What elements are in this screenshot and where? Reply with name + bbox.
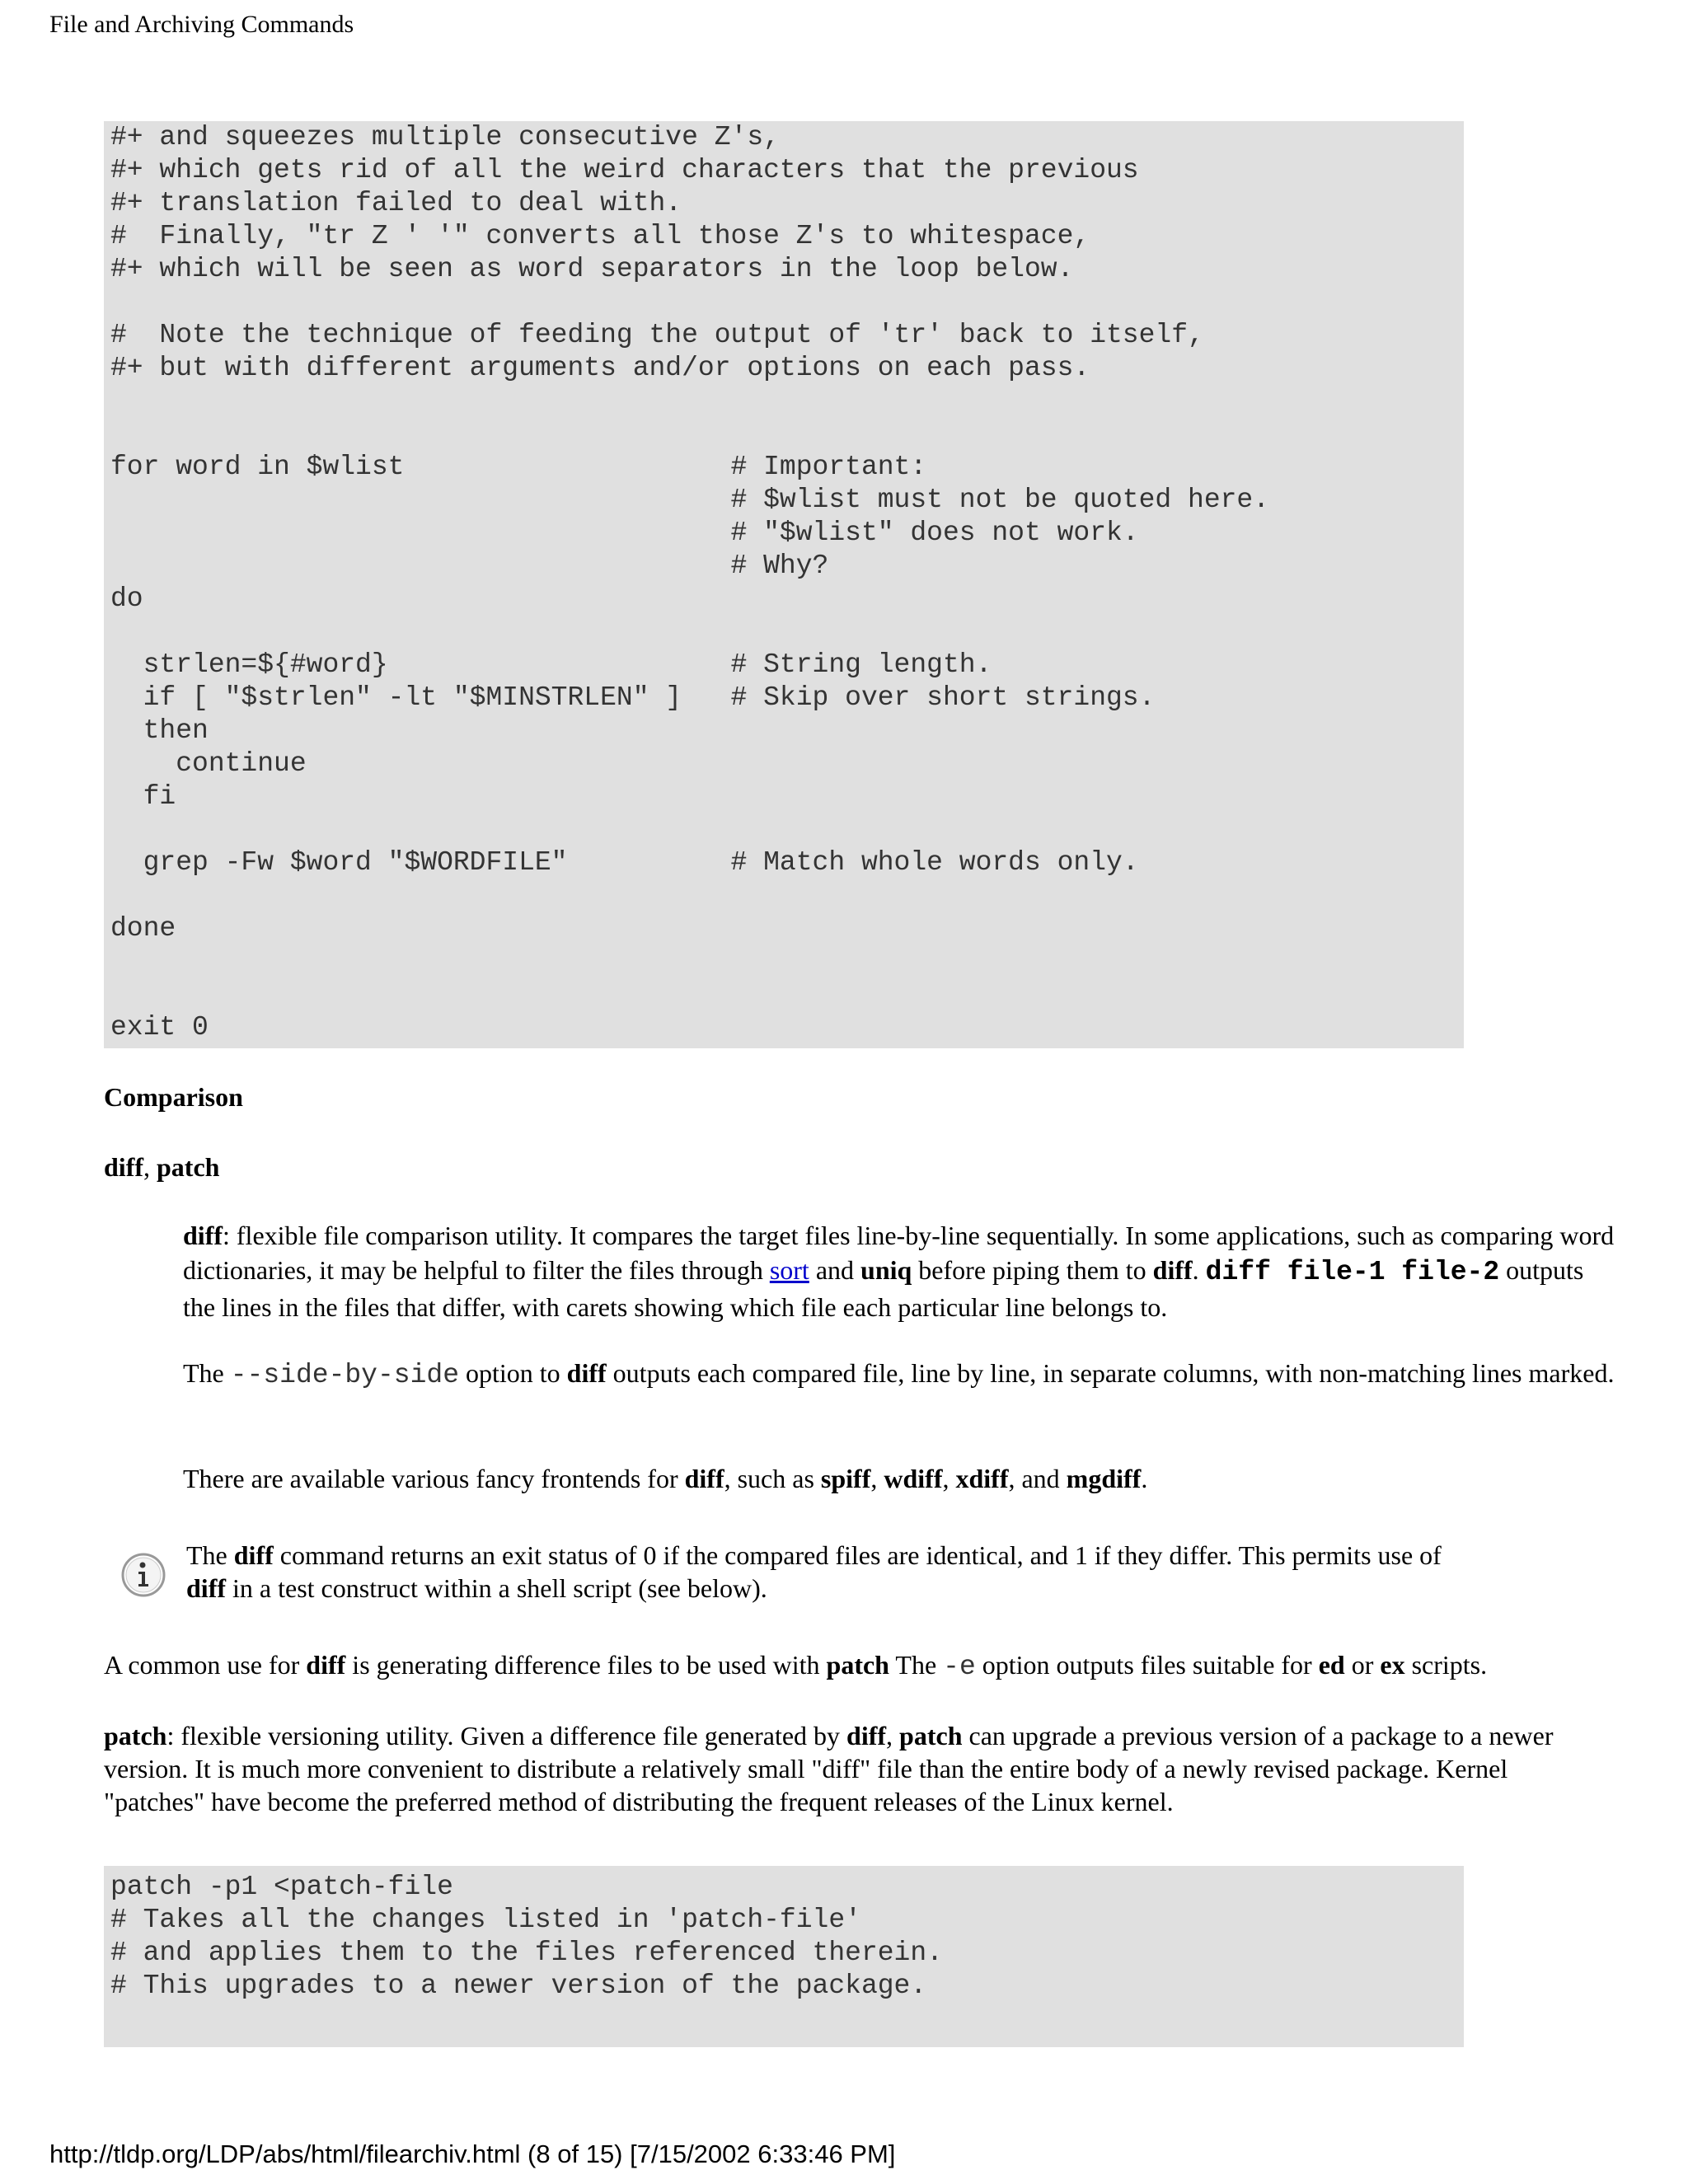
text-run: option outputs files suitable for [975, 1650, 1319, 1680]
text-run: . [1192, 1255, 1206, 1285]
term-wdiff: wdiff [884, 1464, 943, 1493]
option-e: -e [943, 1652, 976, 1682]
text-run: outputs the lines in the files that differ, with carets showing which file each particular line belongs to. [183, 1255, 1584, 1322]
page-header: File and Archiving Commands [49, 11, 354, 38]
note-exit-status [186, 1539, 1447, 1605]
text-run: in a test construct within a shell script (see below). [226, 1573, 767, 1603]
subsection-heading [104, 1151, 219, 1183]
term-mgdiff: mgdiff [1066, 1464, 1142, 1493]
text-run: or [1344, 1650, 1381, 1680]
page-footer-url: http://tldp.org/LDP/abs/html/filearchiv.html (8 of 15) [7/15/2002 6:33:46 PM] [49, 2139, 896, 2168]
text-run: , such as [724, 1464, 821, 1493]
code-block-patch-usage [104, 1866, 1464, 2047]
term-diff: diff [186, 1573, 226, 1603]
term-diff: diff [846, 1721, 887, 1750]
paragraph-patch-description [104, 1719, 1587, 1818]
info-icon [120, 1552, 166, 1598]
subheading-diff: diff [104, 1152, 143, 1182]
text-run: The [183, 1358, 231, 1388]
text-run: before piping them to [912, 1255, 1153, 1285]
paragraph-common-use [104, 1648, 1620, 1684]
link-sort[interactable]: sort [769, 1255, 809, 1285]
term-diff: diff [183, 1221, 223, 1250]
term-spiff: spiff [820, 1464, 871, 1493]
paragraph-frontends [183, 1462, 1617, 1495]
code-listing: #+ and squeezes multiple consecutive Z's, #+ which gets rid of all the weird characters that the previous #+ translation failed to deal with. # Finally, "tr Z ' '" converts all those Z's to whitespace, #+ which will be seen as word separators in the loop below. # Note the technique of feeding the output of 'tr' back to itself, #+ but with different arguments and/or options on each pass. for word in $wlist # Important: # $wlist must not be quoted here. # "$wlist" does not work. # Why? do strlen=${#word} # String length. if [ "$strlen" -lt "$MINSTRLEN" ] # Skip over short strings. then continue fi grep -Fw $word "$WORDFILE" # Match whole words only. done exit 0 [110, 122, 1270, 1043]
term-patch: patch [826, 1650, 889, 1680]
term-xdiff: xdiff [955, 1464, 1009, 1493]
term-diff: diff [566, 1358, 607, 1388]
section-heading: Comparison [104, 1082, 243, 1112]
text-run: outputs each compared file, line by line, in separate columns, with non-matching lines marked. [606, 1358, 1615, 1388]
term-diff: diff [233, 1540, 274, 1570]
text-run: and [809, 1255, 861, 1285]
term-uniq: uniq [860, 1255, 912, 1285]
term-patch: patch [899, 1721, 963, 1750]
text-run: scripts. [1404, 1650, 1488, 1680]
term-ex: ex [1380, 1650, 1405, 1680]
text-run: option to [459, 1358, 567, 1388]
paragraph-diff-description [183, 1218, 1617, 1324]
code-block-wordlist-loop [104, 121, 1464, 1048]
term-diff: diff [684, 1464, 724, 1493]
subheading-separator: , [143, 1152, 157, 1182]
text-run: , [870, 1464, 884, 1493]
text-run: : flexible file comparison utility. It compares the target files line-by-line sequentially. In some applications, such as comparing word dictionaries, it may be helpful to filter the files through [183, 1221, 1615, 1285]
text-run: There are available various fancy frontends for [183, 1464, 685, 1493]
paragraph-side-by-side [183, 1357, 1617, 1392]
text-run: The [889, 1650, 944, 1680]
text-run: A common use for [104, 1650, 307, 1680]
text-run: The [186, 1540, 234, 1570]
code-listing: patch -p1 <patch-file # Takes all the changes listed in 'patch-file' # and applies them to the files referenced therein. # This upgrades to a newer version of the package. [110, 1872, 943, 2001]
term-diff: diff [306, 1650, 346, 1680]
command-diff-files: diff file-1 file-2 [1205, 1257, 1500, 1287]
subheading-patch: patch [157, 1152, 220, 1182]
text-run: , [942, 1464, 956, 1493]
text-run: is generating difference files to be used with [345, 1650, 827, 1680]
text-run: : flexible versioning utility. Given a difference file generated by [166, 1721, 847, 1750]
term-patch: patch [104, 1721, 167, 1750]
text-run: , and [1008, 1464, 1067, 1493]
text-run: . [1141, 1464, 1148, 1493]
text-run: can upgrade a previous version of a package to a newer version. It is much more convenient to distribute a relatively small "diff" file than the entire body of a newly revised package. Kernel "patches" have become the preferred method of distributing the frequent releases of the Linux kernel. [104, 1721, 1554, 1816]
text-run: , [886, 1721, 900, 1750]
text-run: command returns an exit status of 0 if the compared files are identical, and 1 if they differ. This permits use of [273, 1540, 1442, 1570]
term-ed: ed [1318, 1650, 1345, 1680]
term-diff: diff [1152, 1255, 1193, 1285]
option-side-by-side: --side-by-side [230, 1360, 459, 1390]
